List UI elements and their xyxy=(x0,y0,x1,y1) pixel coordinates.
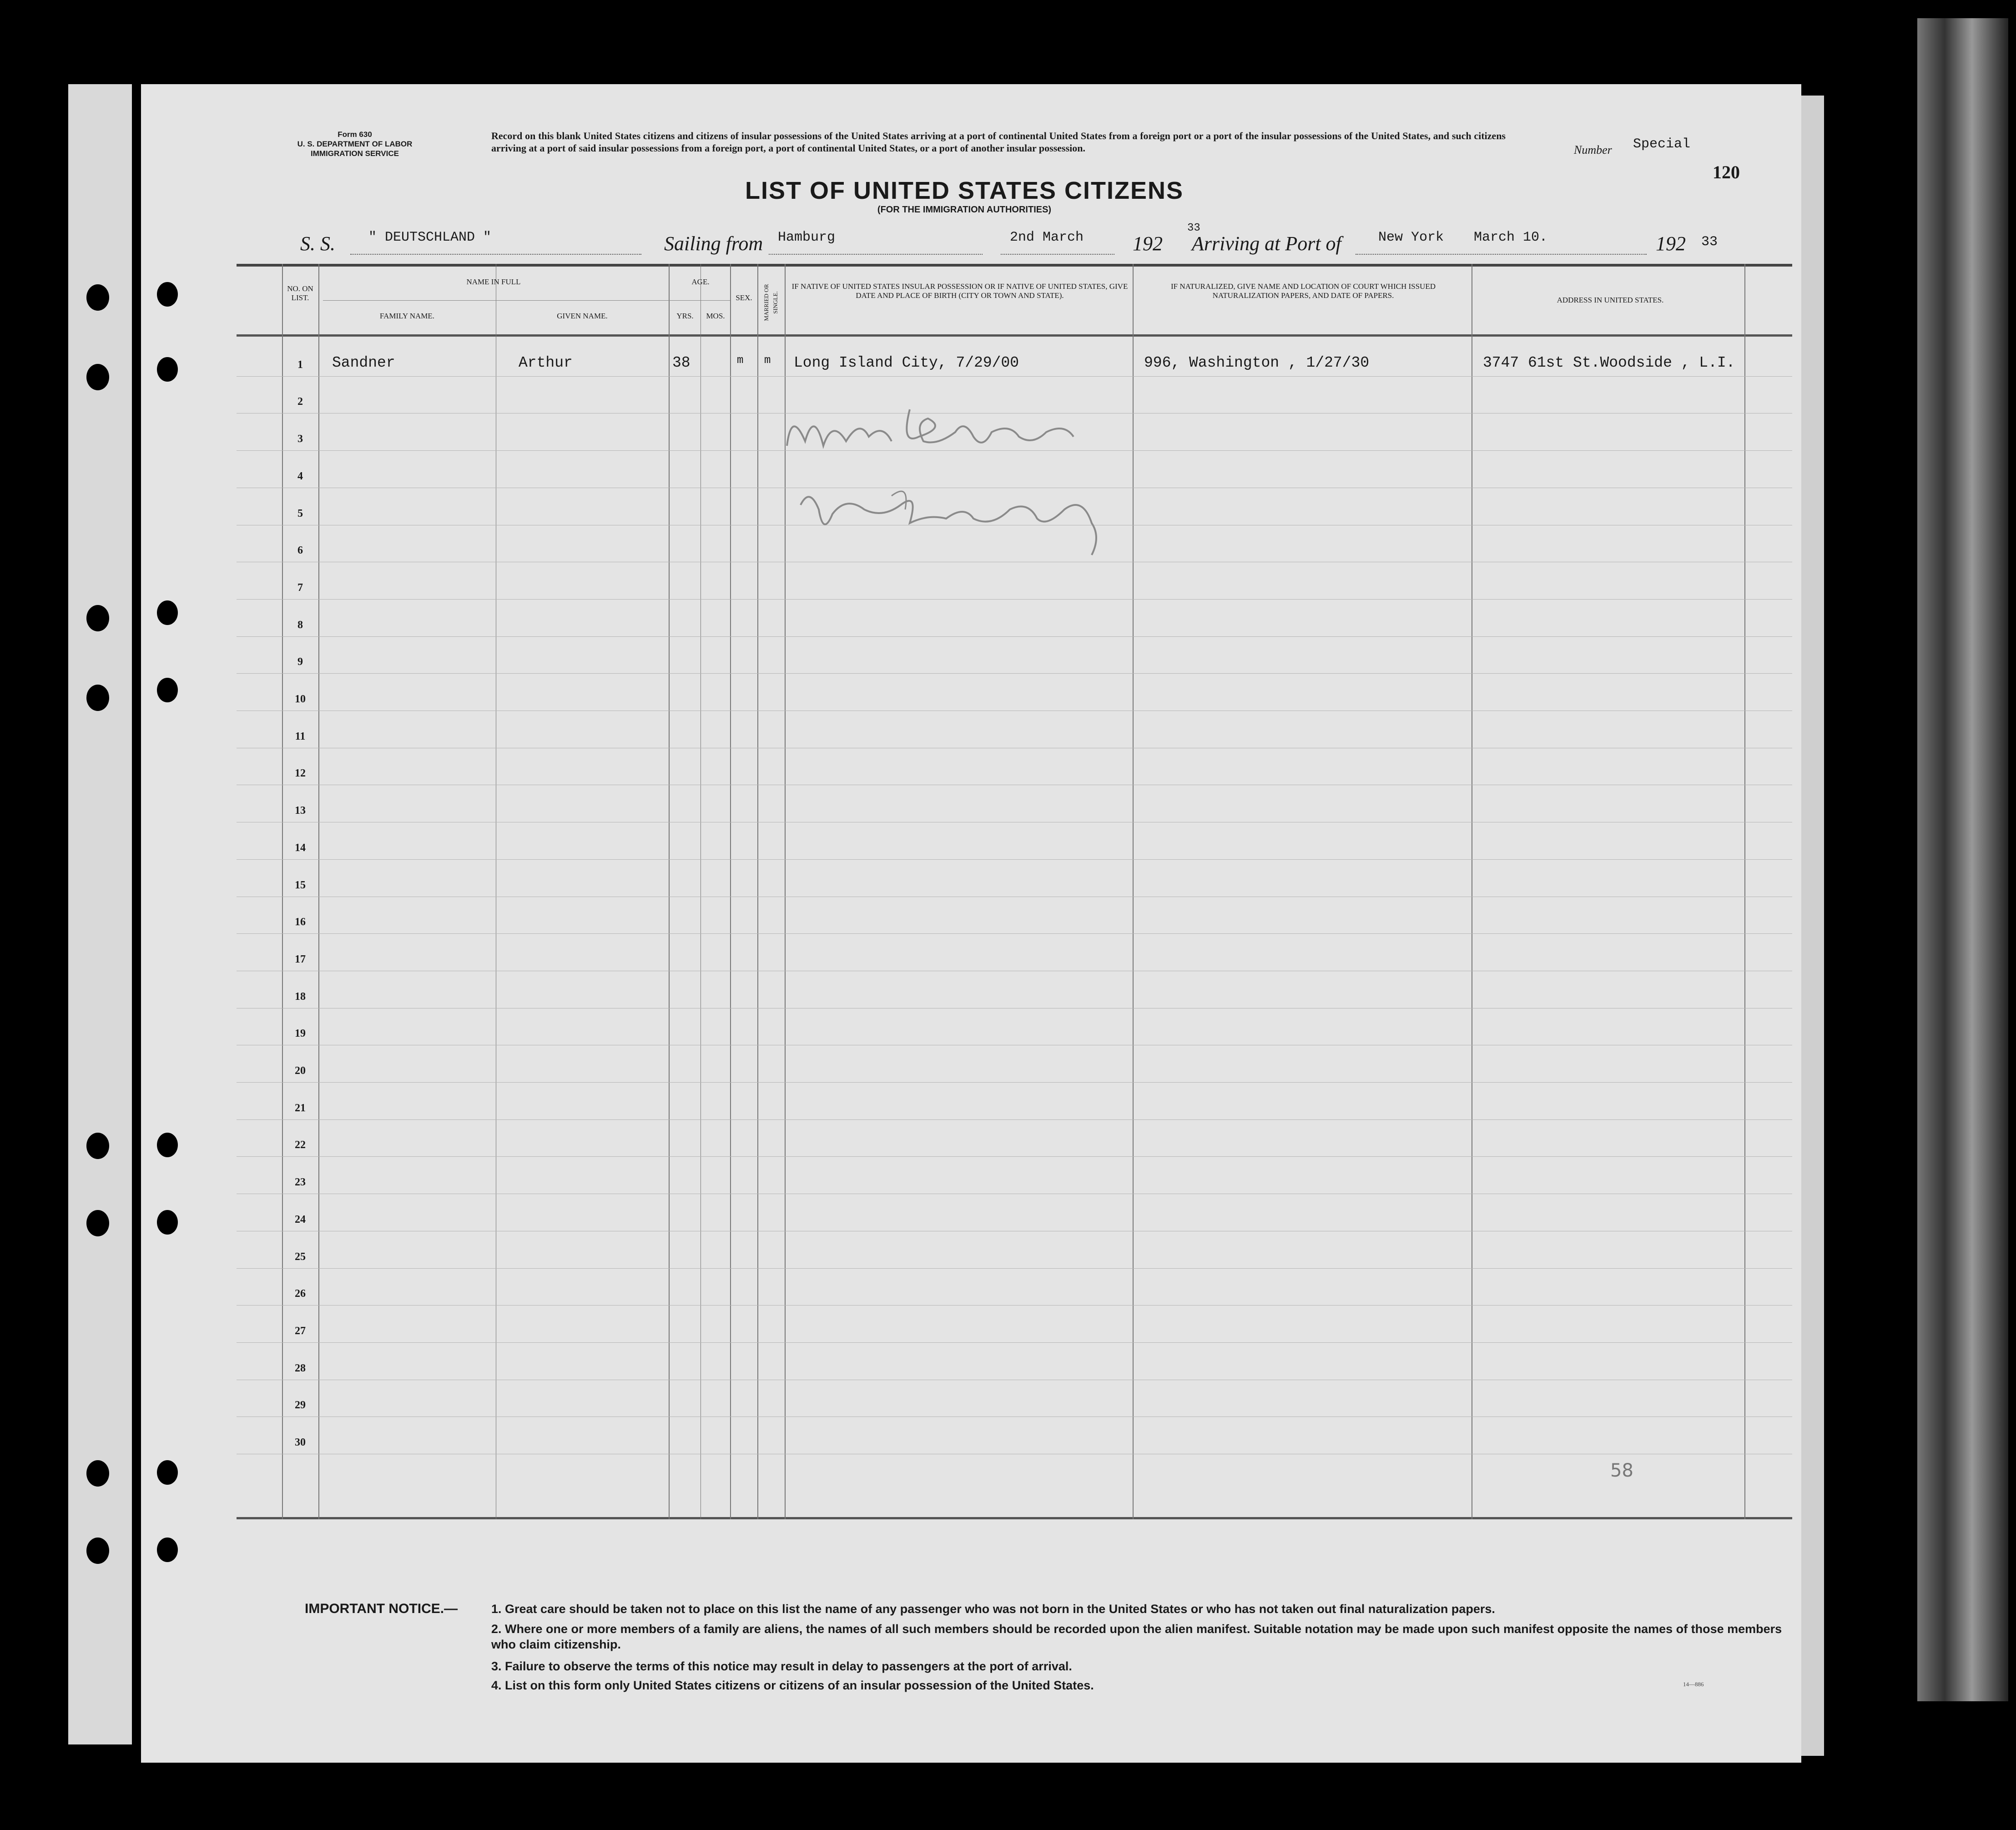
department: U. S. DEPARTMENT OF LABOR xyxy=(297,140,413,148)
row-number: 22 xyxy=(295,1139,306,1151)
marital-status-cell: m xyxy=(764,354,771,367)
print-code: 14—886 xyxy=(1683,1681,1704,1688)
row-number: 15 xyxy=(295,879,306,891)
row-number: 3 xyxy=(297,433,303,445)
row-rule xyxy=(237,1119,1792,1120)
col-head-yrs: YRS. xyxy=(676,312,694,320)
punch-hole xyxy=(157,1460,178,1485)
handwritten-notation xyxy=(773,391,1228,564)
punch-hole xyxy=(86,1210,109,1236)
row-rule xyxy=(237,636,1792,637)
row-rule xyxy=(237,859,1792,860)
punch-hole xyxy=(86,1460,109,1487)
table-header-rule xyxy=(237,334,1792,337)
page-title: LIST OF UNITED STATES CITIZENS xyxy=(745,177,1184,204)
punch-hole xyxy=(86,364,109,390)
row-rule xyxy=(237,599,1792,600)
col-head-no: NO. ON LIST. xyxy=(287,284,313,302)
form-number: Form 630 xyxy=(338,130,372,139)
row-number: 17 xyxy=(295,953,306,965)
notice-lead: IMPORTANT NOTICE.— xyxy=(305,1601,458,1616)
form-id-block xyxy=(266,130,444,158)
page-subtitle: (FOR THE IMMIGRATION AUTHORITIES) xyxy=(877,205,1052,215)
row-rule xyxy=(237,1268,1792,1269)
row-number: 13 xyxy=(295,805,306,817)
notice-item-1: 1. Great care should be taken not to place on this list the name of any passenger who was not born in the United States or who has not taken out final naturalization papers. xyxy=(491,1602,1495,1616)
arriving-label: Arriving at Port of xyxy=(1192,232,1341,255)
ship-line xyxy=(350,254,641,255)
film-edge-right xyxy=(1917,18,2008,1701)
col-head-naturalized: IF NATURALIZED, GIVE NAME AND LOCATION OF COURT WHICH ISSUED NATURALIZATION PAPERS, AND DATE OF PAPERS. xyxy=(1170,282,1436,300)
form-instructions: Record on this blank United States citizens and citizens of insular possessions of the United States arriving at a port of continental United States from a foreign port or a port of the insular possessions of the United States, and such citizens arriving at a port of said insular possessions from a foreign port, a port of continental United States, or a port of another insular possession. xyxy=(491,130,1506,154)
col-head-given: GIVEN NAME. xyxy=(557,312,608,320)
punch-hole xyxy=(86,1538,109,1564)
punch-hole xyxy=(157,1538,178,1562)
notice-item-2: 2. Where one or more members of a family are aliens, the names of all such members should be recorded upon the alien manifest. Suitable notation may be made upon such manifest opposite the names of those members who claim citizenship. xyxy=(491,1622,1782,1651)
row-number: 6 xyxy=(297,544,303,557)
punch-hole xyxy=(157,1210,178,1235)
table-top-rule xyxy=(237,264,1792,267)
col-head-address: ADDRESS IN UNITED STATES. xyxy=(1557,296,1664,304)
row-rule xyxy=(237,933,1792,934)
sailing-date: 2nd March xyxy=(1010,230,1084,245)
page-number: 120 xyxy=(1713,162,1740,182)
col-head-sex: SEX. xyxy=(736,293,752,302)
row-rule xyxy=(237,376,1792,377)
punch-hole xyxy=(157,357,178,382)
sailing-date-line xyxy=(1001,254,1114,255)
row-number: 14 xyxy=(295,842,306,854)
age-subrule xyxy=(669,300,730,301)
row-number: 28 xyxy=(295,1362,306,1374)
name-subrule xyxy=(323,300,669,301)
punch-hole xyxy=(86,284,109,311)
col-head-mos: MOS. xyxy=(706,312,725,320)
naturalization-cell: 996, Washington , 1/27/30 xyxy=(1144,354,1370,371)
year-fill-1: 33 xyxy=(1187,222,1200,234)
col-head-age: AGE. xyxy=(691,277,710,286)
punch-hole xyxy=(157,282,178,307)
row-rule xyxy=(237,1082,1792,1083)
row-number: 20 xyxy=(295,1065,306,1077)
number-label: Number xyxy=(1574,143,1612,156)
given-name-cell: Arthur xyxy=(519,354,573,371)
arrival-port: New York xyxy=(1378,230,1444,245)
row-number: 16 xyxy=(295,916,306,928)
year-prefix-2: 192 xyxy=(1656,232,1686,255)
col-head-name: NAME IN FULL xyxy=(466,277,521,286)
column-divider xyxy=(318,264,319,1519)
age-years-cell: 38 xyxy=(672,354,690,371)
notice-item-4: 4. List on this form only United States citizens or citizens of an insular possession of the United States. xyxy=(491,1679,1094,1692)
year-prefix-1: 192 xyxy=(1133,232,1163,255)
row-number: 9 xyxy=(297,656,303,668)
birth-info-cell: Long Island City, 7/29/00 xyxy=(794,354,1019,371)
row-number: 23 xyxy=(295,1176,306,1189)
row-number: 10 xyxy=(295,693,306,705)
column-divider xyxy=(1744,264,1745,1519)
col-head-married: MARRIED OR SINGLE. xyxy=(763,284,779,321)
row-number: 12 xyxy=(295,767,306,780)
ship-name: " DEUTSCHLAND " xyxy=(368,230,492,245)
row-number: 25 xyxy=(295,1250,306,1263)
punch-hole xyxy=(157,600,178,625)
margin-mark: 58 xyxy=(1610,1460,1633,1481)
row-number: 26 xyxy=(295,1288,306,1300)
column-divider xyxy=(730,264,731,1519)
row-number: 18 xyxy=(295,990,306,1003)
punch-hole xyxy=(157,1133,178,1157)
punch-hole xyxy=(157,678,178,702)
sailing-port-line xyxy=(769,254,983,255)
row-number: 2 xyxy=(297,396,303,408)
row-number: 11 xyxy=(295,730,306,742)
row-number: 30 xyxy=(295,1437,306,1448)
row-number: 21 xyxy=(295,1102,306,1114)
column-divider xyxy=(757,264,758,1519)
row-rule xyxy=(237,673,1792,674)
punch-hole xyxy=(86,605,109,631)
arrival-line xyxy=(1356,254,1647,255)
row-number: 29 xyxy=(295,1399,306,1412)
number-value: Special xyxy=(1633,136,1691,152)
sailing-port: Hamburg xyxy=(778,230,836,245)
column-divider xyxy=(669,264,670,1519)
row-number: 24 xyxy=(295,1213,306,1225)
arrival-date: March 10. xyxy=(1474,230,1548,245)
row-number: 7 xyxy=(297,581,303,594)
family-name-cell: Sandner xyxy=(332,354,395,371)
row-number: 27 xyxy=(295,1325,306,1337)
row-number: 1 xyxy=(297,358,303,371)
row-rule xyxy=(237,1156,1792,1157)
row-rule xyxy=(237,1305,1792,1306)
address-cell: 3747 61st St.Woodside , L.I. xyxy=(1483,354,1735,371)
page-edge-left xyxy=(68,84,132,1744)
row-number: 8 xyxy=(297,619,303,631)
service: IMMIGRATION SERVICE xyxy=(311,149,399,158)
punch-hole xyxy=(86,685,109,711)
year-fill-2: 33 xyxy=(1701,234,1718,250)
punch-hole xyxy=(86,1133,109,1159)
row-rule xyxy=(237,1342,1792,1343)
table-bottom-rule xyxy=(237,1517,1792,1519)
sailing-label: Sailing from xyxy=(664,232,763,255)
ss-label: S. S. xyxy=(300,232,335,255)
sex-cell: m xyxy=(737,354,744,367)
notice-item-3: 3. Failure to observe the terms of this notice may result in delay to passengers at the port of arrival. xyxy=(491,1659,1072,1673)
row-number: 5 xyxy=(297,507,303,519)
col-head-family: FAMILY NAME. xyxy=(379,312,435,320)
row-number: 19 xyxy=(295,1028,306,1040)
row-number: 4 xyxy=(297,470,303,482)
col-head-native: IF NATIVE OF UNITED STATES INSULAR POSSESSION OR IF NATIVE OF UNITED STATES, GIVE DATE AND PLACE OF BIRTH (CITY OR TOWN AND STATE). xyxy=(791,282,1128,300)
